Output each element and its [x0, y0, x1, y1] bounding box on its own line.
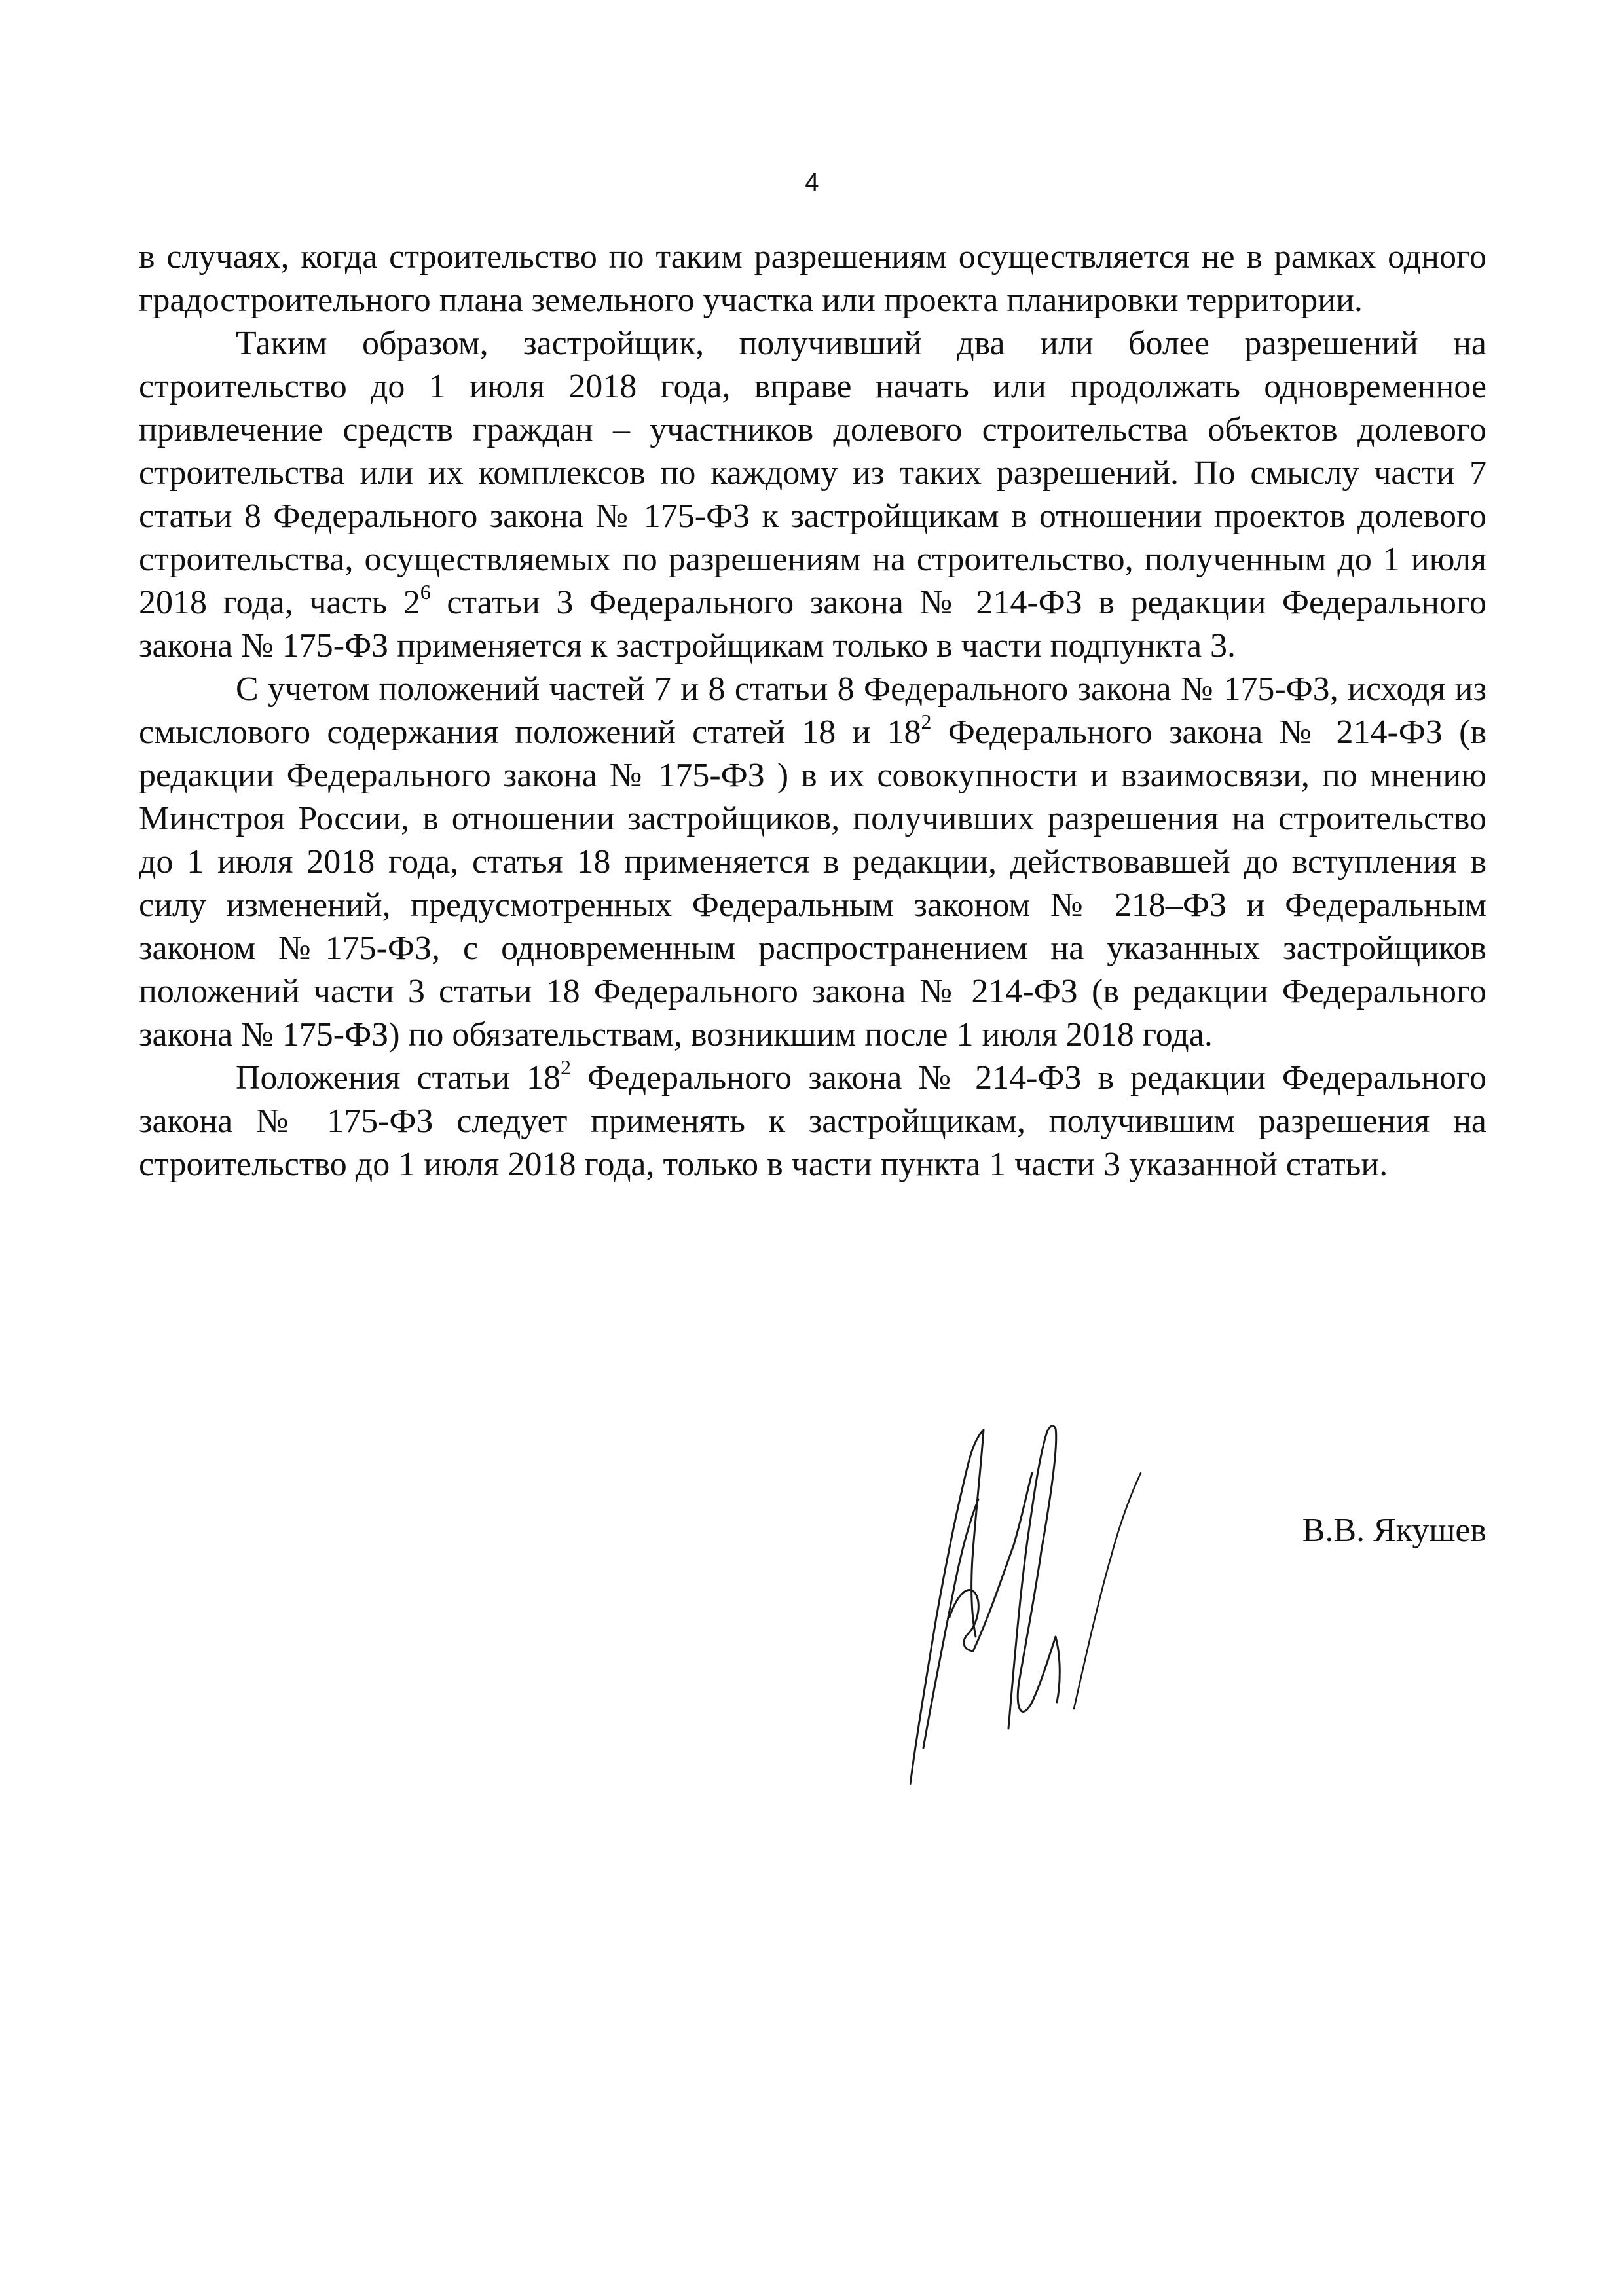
paragraph-text: статьи 3 Федерального закона № 214-ФЗ в редакции Федерального закона № 175-ФЗ применяется к застройщикам только в части подпункта 3. [139, 584, 1486, 665]
handwritten-signature [910, 1421, 1153, 1787]
superscript: 2 [560, 1055, 571, 1079]
paragraph-multiple-permits [139, 322, 1486, 668]
paragraph-text: Положения статьи 18 [236, 1059, 561, 1097]
paragraph-text: Федерального закона № 214-ФЗ в редакции Федерального закона № 175-ФЗ следует применять к застройщикам, получившим разрешения на строительство до 1 июля 2018 года, только в части пункта 1 части 3 указанной статьи. [139, 1059, 1486, 1183]
paragraph-continuation [139, 236, 1486, 322]
superscript: 2 [921, 710, 932, 733]
paragraph-article-18-2 [139, 1057, 1486, 1186]
paragraph-text: в случаях, когда строительство по таким разрешениям осуществляется не в рамках одного градостроительного плана земельного участка или проекта планировки территории. [139, 238, 1486, 319]
paragraph-text: Федерального закона № 214-ФЗ (в редакции Федерального закона № 175-ФЗ ) в их совокупности и взаимосвязи, по мнению Минстроя России, в отношении застройщиков, получивших разрешения на строительство до 1 июля 2018 года, статья 18 применяется в редакции, действовавшей до вступления в силу изменений, предусмотренных Федеральным законом № 218–ФЗ и Федеральным законом №175-ФЗ, с одновременным распространением на указанных застройщиков положений части 3 статьи 18 Федерального закона № 214-ФЗ (в редакции Федерального закона № 175-ФЗ) по обязательствам, возникшим после 1 июля 2018 года. [139, 714, 1486, 1053]
paragraph-text: С учетом положений частей 7 и 8 статьи 8 Федерального закона № 175-ФЗ, исходя из смыслового содержания положений статей 18 и 18 [139, 670, 1486, 751]
superscript: 6 [420, 580, 431, 604]
signer-name: В.В. Якушев [1302, 1512, 1486, 1549]
paragraph-article-18 [139, 668, 1486, 1057]
paragraph-text: Таким образом, застройщик, получивший два или более разрешений на строительство до 1 июля 2018 года, вправе начать или продолжать одновременное привлечение средств граждан – участников долевого строительства объектов долевого строительства или их комплексов по каждому из таких разрешений. По смыслу части 7 статьи 8 Федерального закона № 175-ФЗ к застройщикам в отношении проектов долевого строительства, осуществляемых по разрешениям на строительство, полученным до 1 июля 2018 года, часть 2 [139, 325, 1486, 621]
page-number: 4 [805, 169, 819, 196]
letter-body [139, 236, 1486, 1186]
